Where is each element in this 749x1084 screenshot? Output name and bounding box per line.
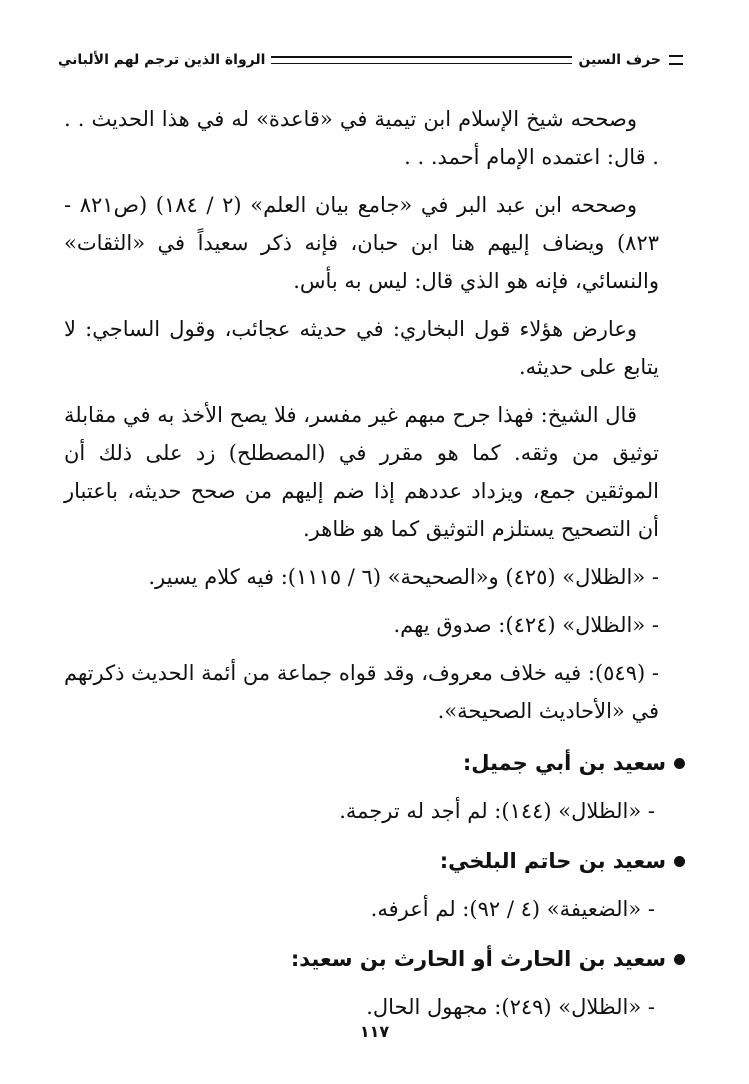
entry-name: سعيد بن حاتم البلخي: [439, 849, 666, 873]
bullet-icon [674, 758, 685, 769]
bullet-icon [674, 856, 685, 867]
entry-heading [64, 940, 685, 978]
header-marker [669, 55, 683, 65]
bullet-icon [674, 954, 685, 965]
header-book-title: الرواة الذين ترجم لهم الألباني [58, 52, 266, 68]
header-section: حرف السين [578, 52, 661, 68]
entry-name: سعيد بن أبي جميل: [462, 751, 666, 775]
paragraph: وعارض هؤلاء قول البخاري: في حديثه عجائب، وقول الساجي: لا يتابع على حديثه. [64, 317, 659, 379]
paragraph: وصححه ابن عبد البر في «جامع بيان العلم» (٢ / ١٨٤) (ص٨٢١ - ٨٢٣) ويضاف إليهم هنا ابن حبان، فإنه ذكر سعيداً في «الثقات» والنسائي، فإنه هو الذي قال: ليس به بأس. [64, 193, 659, 293]
entry-name: سعيد بن الحارث أو الحارث بن سعيد: [290, 947, 666, 971]
source-item: - «الظلال» (٤٢٥) و«الصحيحة» (٦ / ١١١٥): فيه كلام يسير. [148, 565, 659, 589]
running-header [58, 48, 683, 72]
source-item: - (٥٤٩): فيه خلاف معروف، وقد قواه جماعة من أئمة الحديث ذكرتهم في «الأحاديث الصحيحة». [64, 661, 659, 723]
page-content [64, 100, 666, 1038]
entry-note: - «الضعيفة» (٤ / ٩٢): لم أعرفه. [370, 897, 655, 921]
page-number: ١١٧ [359, 1022, 390, 1041]
source-item: - «الظلال» (٤٢٤): صدوق يهم. [393, 613, 659, 637]
entry-note: - «الظلال» (١٤٤): لم أجد له ترجمة. [339, 799, 655, 823]
entry-note: - «الظلال» (٢٤٩): مجهول الحال. [366, 995, 655, 1019]
paragraph: وصححه شيخ الإسلام ابن تيمية في «قاعدة» له في هذا الحديث . . . قال: اعتمده الإمام أحمد. . . [64, 107, 659, 169]
entry-heading [64, 744, 685, 782]
paragraph: قال الشيخ: فهذا جرح مبهم غير مفسر، فلا يصح الأخذ به في مقابلة توثيق من وثقه. كما هو مقرر في (المصطلح) زد على ذلك أن الموثقين جمع، ويزداد عددهم إذا ضم إليهم من صحح حديثه، باعتبار أن التصحيح يستلزم التوثيق كما هو ظاهر. [64, 403, 659, 541]
entry-heading [64, 842, 685, 880]
header-rule [271, 56, 572, 64]
